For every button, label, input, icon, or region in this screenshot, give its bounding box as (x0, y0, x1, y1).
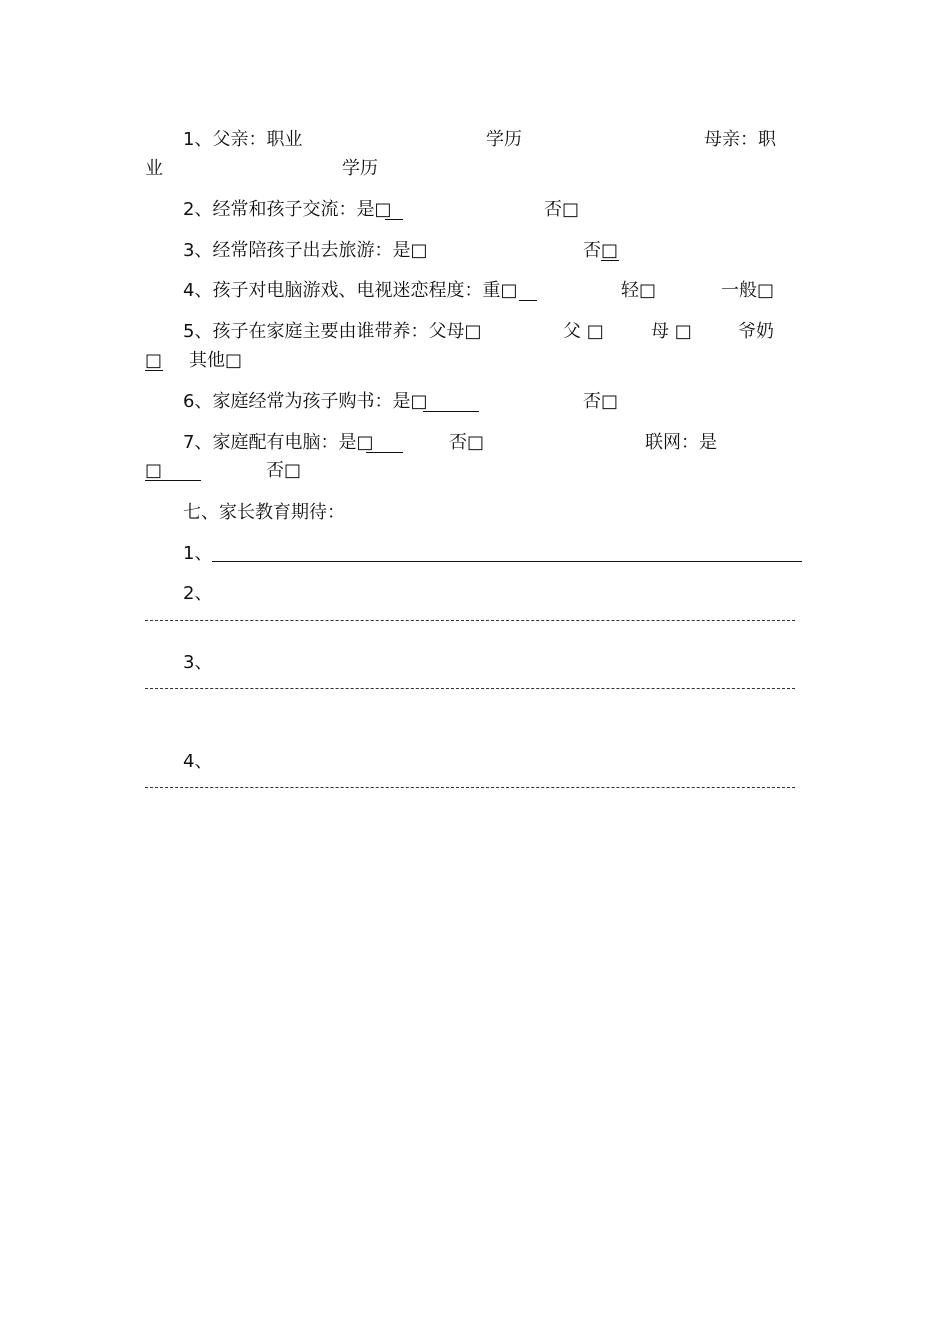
expectation-1-answer-line[interactable] (212, 561, 802, 562)
q7-internet-label: 联网：是 (645, 432, 717, 453)
q1-father-education-label: 学历 (486, 129, 522, 150)
q6-buy-books-yes[interactable]: 6、家庭经常为孩子购书：是□ (183, 391, 428, 412)
q1-mother-education-label: 学历 (342, 158, 378, 179)
q5-caregiver-grandparents-label: 爷奶 (738, 321, 774, 342)
q6-yes-underline (423, 411, 479, 412)
q5-caregiver-other[interactable]: 其他□ (189, 350, 243, 371)
q7-computer-no[interactable]: 否□ (449, 432, 485, 453)
q2-communication-yes[interactable]: 2、经常和孩子交流：是□ (183, 199, 392, 220)
q5-caregiver-parents[interactable]: 5、孩子在家庭主要由谁带养：父母□ (183, 321, 482, 342)
q5-caregiver-father[interactable]: 父 □ (563, 321, 604, 342)
q4-addiction-light[interactable]: 轻□ (621, 280, 657, 301)
q4-addiction-normal[interactable]: 一般□ (721, 280, 775, 301)
q4-heavy-underline (519, 300, 537, 301)
q7-internet-yes-underline (145, 480, 201, 481)
expectation-2-label: 2、 (183, 583, 213, 604)
q1-mother-job-label: 母亲：职 (704, 129, 776, 150)
q3-travel-no[interactable]: 否□ (583, 240, 619, 261)
q6-buy-books-no[interactable]: 否□ (583, 391, 619, 412)
q5-caregiver-grandparents-box[interactable]: □ (145, 350, 163, 371)
q7-internet-no[interactable]: 否□ (266, 460, 302, 481)
q3-no-underline (601, 260, 619, 261)
expectation-1-label: 1、 (183, 543, 213, 564)
expectation-2-answer-line[interactable] (145, 620, 795, 621)
q7-computer-yes[interactable]: 7、家庭配有电脑：是□ (183, 432, 374, 453)
expectation-3-label: 3、 (183, 652, 213, 673)
q7-yes-underline (366, 452, 403, 453)
q5-grandparents-underline (145, 370, 163, 371)
expectation-4-label: 4、 (183, 751, 213, 772)
q1-father-job-label: 1、父亲：职业 (183, 129, 303, 150)
q2-communication-no[interactable]: 否□ (544, 199, 580, 220)
q5-caregiver-mother[interactable]: 母 □ (651, 321, 692, 342)
expectation-4-answer-line[interactable] (145, 787, 795, 788)
q1-mother-job-label-cont: 业 (145, 158, 163, 179)
q3-travel-yes[interactable]: 3、经常陪孩子出去旅游：是□ (183, 240, 428, 261)
q2-yes-underline (385, 219, 403, 220)
section-title-parent-expectations: 七、家长教育期待： (183, 502, 345, 523)
q4-addiction-heavy[interactable]: 4、孩子对电脑游戏、电视迷恋程度：重□ (183, 280, 518, 301)
expectation-3-answer-line[interactable] (145, 688, 795, 689)
q7-internet-yes-box[interactable]: □ (145, 460, 163, 481)
